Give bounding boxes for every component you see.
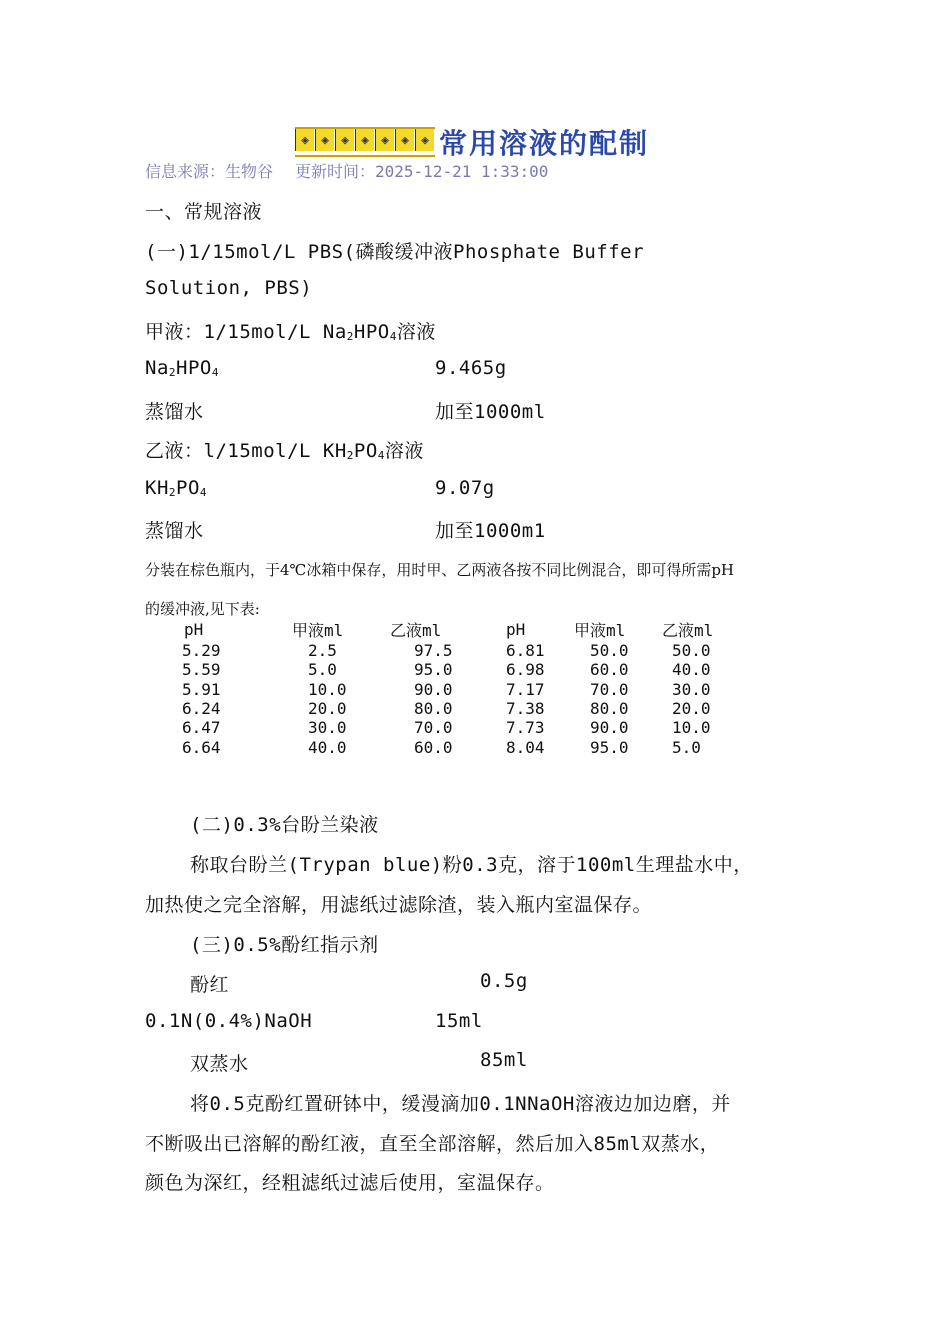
reagent-amount: 0.5g: [480, 970, 528, 992]
subscript: 2: [168, 366, 177, 379]
column-header: 乙液ml: [390, 621, 442, 640]
table-cell: 6.64: [182, 737, 221, 757]
pbs-heading-line1: (一)1/15mol/L PBS(磷酸缓冲液Phosphate Buffer: [145, 241, 645, 263]
jia-heading: [145, 317, 436, 344]
table-cell: 10.0: [672, 718, 711, 738]
reagent-text: KH: [145, 477, 169, 499]
title-block: [295, 122, 649, 162]
reagent-text: HPO: [176, 357, 212, 379]
table-cell: 90.0: [590, 718, 629, 738]
table-cell: 97.5: [414, 641, 453, 661]
yi-heading: [145, 436, 424, 463]
jia-heading-text: 甲液：1/15mol/L Na: [145, 321, 347, 343]
table-cell: 10.0: [308, 679, 347, 699]
table-cell: 6.81: [506, 641, 545, 661]
diamond-icon: ◈: [315, 129, 334, 151]
table-row: [160, 737, 732, 756]
column-header: pH: [506, 620, 526, 639]
table-cell: 50.0: [590, 641, 629, 661]
table-cell: 6.24: [182, 699, 221, 719]
table-cell: 90.0: [414, 679, 453, 699]
ph-table: [160, 618, 732, 757]
diamond-icon: ◈: [375, 129, 394, 151]
subscript: 4: [199, 486, 208, 499]
table-cell: 6.47: [182, 718, 221, 738]
table-cell: 50.0: [672, 641, 711, 661]
table-cell: 40.0: [672, 660, 711, 680]
yi-heading-text: PO: [353, 440, 378, 462]
storage-note-line1: 分装在棕色瓶内，于4℃冰箱中保存，用时甲、乙两液各按不同比例混合，即可得所需pH: [145, 561, 735, 579]
column-header: 甲液ml: [574, 621, 626, 640]
subscript: 2: [168, 486, 177, 499]
table-header-row: [160, 618, 732, 641]
subscript: 2: [346, 449, 354, 462]
diamond-icon: ◈: [395, 129, 414, 151]
table-cell: 7.73: [506, 718, 545, 738]
table-row: [160, 699, 732, 718]
trypan-para-line2: 加热使之完全溶解，用滤纸过滤除渣，装入瓶内室温保存。: [145, 894, 653, 916]
table-cell: 60.0: [414, 737, 453, 757]
table-cell: 20.0: [672, 699, 711, 719]
reagent-name: 蒸馏水: [145, 401, 204, 423]
reagent-text: Na: [145, 357, 169, 379]
table-row: [160, 718, 732, 737]
page-title: 常用溶液的配制: [439, 127, 650, 160]
table-cell: 5.29: [182, 641, 221, 661]
table-cell: 20.0: [308, 699, 347, 719]
storage-note-line2: 的缓冲液,见下表:: [145, 600, 260, 618]
table-cell: 8.04: [506, 737, 545, 757]
phenol-para-line3: 颜色为深红，经粗滤纸过滤后使用，室温保存。: [145, 1172, 555, 1194]
yi-heading-text: 乙液：l/15mol/L KH: [145, 440, 347, 462]
reagent-amount: 85ml: [480, 1049, 528, 1071]
table-cell: 40.0: [308, 737, 347, 757]
table-cell: 70.0: [590, 679, 629, 699]
phenol-para-line2: 不断吸出已溶解的酚红液，直至全部溶解，然后加入85ml双蒸水，: [145, 1133, 720, 1155]
phenol-heading: (三)0.5%酚红指示剂: [190, 934, 379, 956]
table-cell: 30.0: [308, 718, 347, 738]
section-heading: 一、常规溶液: [145, 201, 263, 223]
table-cell: 80.0: [590, 699, 629, 719]
reagent-name: [145, 357, 219, 379]
diamond-icon: ◈: [355, 129, 374, 151]
column-header: pH: [184, 620, 204, 639]
table-cell: 95.0: [590, 737, 629, 757]
reagent-name: 双蒸水: [190, 1053, 249, 1075]
table-cell: 70.0: [414, 718, 453, 738]
diamond-icon: ◈: [415, 129, 434, 151]
updated-label: 更新时间：2025-12-21 1:33:00: [295, 162, 549, 181]
diamond-icon: ◈: [335, 129, 354, 151]
phenol-para-line1: 将0.5克酚红置研钵中，缓漫滴加0.1NNaOH溶液边加边磨，并: [190, 1093, 731, 1115]
reagent-amount: 15ml: [435, 1010, 483, 1032]
table-cell: 5.59: [182, 660, 221, 680]
trypan-para-line1: 称取台盼兰(Trypan blue)粉0.3克，溶于100ml生理盐水中，: [190, 854, 753, 876]
yi-heading-text: 溶液: [384, 440, 424, 462]
diamond-icon: ◈: [295, 129, 314, 151]
jia-heading-text: 溶液: [396, 321, 436, 343]
table-cell: 95.0: [414, 660, 453, 680]
table-cell: 30.0: [672, 679, 711, 699]
pbs-heading-line2: Solution, PBS): [145, 277, 313, 299]
jia-heading-text: HPO: [353, 321, 390, 343]
table-cell: 5.91: [182, 679, 221, 699]
table-cell: 6.98: [506, 660, 545, 680]
reagent-amount: 9.465g: [435, 357, 507, 379]
reagent-amount: 9.07g: [435, 477, 495, 499]
reagent-name: 蒸馏水: [145, 520, 204, 542]
table-cell: 60.0: [590, 660, 629, 680]
table-cell: 7.17: [506, 679, 545, 699]
table-cell: 7.38: [506, 699, 545, 719]
subscript: 4: [377, 449, 385, 462]
table-cell: 5.0: [308, 660, 337, 680]
article-meta: [145, 159, 548, 182]
subscript: 2: [346, 330, 354, 343]
decorative-banner: [295, 127, 435, 157]
table-row: [160, 641, 732, 660]
table-row: [160, 680, 732, 699]
column-header: 乙液ml: [662, 621, 714, 640]
reagent-name: 0.1N(0.4%)NaOH: [145, 1010, 313, 1032]
table-cell: 2.5: [308, 641, 337, 661]
reagent-name: 酚红: [190, 974, 230, 996]
subscript: 4: [211, 366, 219, 379]
reagent-amount: 加至1000ml: [435, 401, 546, 423]
column-header: 甲液ml: [292, 621, 344, 640]
reagent-name: [145, 477, 207, 499]
source-label: 信息来源：生物谷: [145, 162, 274, 181]
table-cell: 5.0: [672, 737, 701, 757]
reagent-amount: 加至1000m1: [435, 520, 546, 542]
reagent-text: PO: [176, 477, 200, 499]
subscript: 4: [389, 330, 397, 343]
table-cell: 80.0: [414, 699, 453, 719]
table-row: [160, 660, 732, 679]
trypan-heading: (二)0.3%台盼兰染液: [190, 814, 379, 836]
